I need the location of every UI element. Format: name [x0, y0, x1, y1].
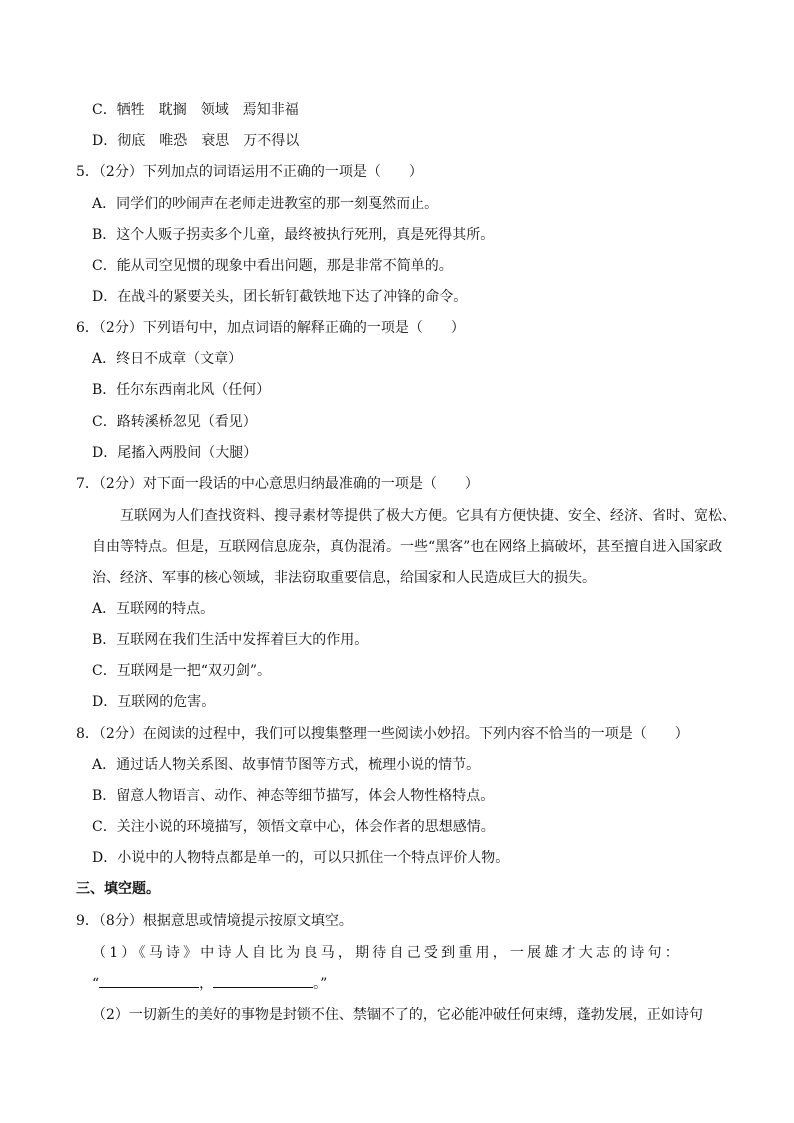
q7-passage-line-1: 互联网为人们查找资料、搜寻素材等提供了极大方便。它具有方便快捷、安全、经济、省时、宽松、: [120, 508, 736, 524]
q7-option-c: C．互联网是一把“双刃剑”。: [92, 663, 272, 679]
question-8: 8．（2分）在阅读的过程中，我们可以搜集整理一些阅读小妙招。下列内容不恰当的一项是（ ）: [76, 726, 689, 742]
answer-blank-2[interactable]: [213, 973, 313, 988]
q8-option-b: B．留意人物语言、动作、神态等细节描写，体会人物性格特点。: [92, 788, 495, 804]
q8-option-d: D．小说中的人物特点都是单一的，可以只抓住一个特点评价人物。: [92, 850, 510, 866]
q7-option-b: B．互联网在我们生活中发挥着巨大的作用。: [92, 632, 369, 648]
q6-option-a: A．终日不成章（文章）: [92, 351, 243, 367]
q5-option-b: B．这个人贩子拐卖多个儿童，最终被执行死刑，真是死得其所。: [92, 227, 495, 243]
q9-part-1-answer-line: [92, 973, 794, 993]
section-heading: 三、填空题。: [76, 881, 160, 897]
question-9: 9．（8分）根据意思或情境提示按原文填空。: [76, 913, 353, 929]
q9-part-1: （1）《马诗》中诗人自比为良马，期待自己受到重用，一展雄才大志的诗句：: [92, 945, 682, 961]
q7-passage-line-2: 自由等特点。但是，互联网信息庞杂，真伪混淆。一些“黑客”也在网络上搞破坏，甚至擅自进入国家政: [92, 539, 723, 555]
q4-option-d: D．彻底 唯恐 衰思 万不得以: [92, 133, 300, 149]
q8-option-c: C．关注小说的环境描写，领悟文章中心，体会作者的思想感情。: [92, 819, 495, 835]
question-5: 5．（2分）下列加点的词语运用不正确的一项是（ ）: [76, 164, 423, 180]
q6-option-c: C．路转溪桥忽见（看见）: [92, 414, 257, 430]
answer-blank-1[interactable]: [99, 973, 199, 988]
q5-option-a: A．同学们的吵闹声在老师走进教室的那一刻戛然而止。: [92, 196, 439, 212]
q4-option-c: C．牺牲 耽搁 领域 焉知非福: [92, 102, 299, 118]
q7-option-a: A．互联网的特点。: [92, 601, 215, 617]
q7-passage-line-3: 治、经济、军事的核心领域，非法窃取重要信息，给国家和人民造成巨大的损失。: [92, 570, 596, 586]
q6-option-d: D．尾搐入两股间（大腿）: [92, 445, 258, 461]
open-quote: “: [92, 976, 100, 992]
comma: ，: [199, 976, 214, 992]
q5-option-c: C．能从司空见惯的现象中看出问题，那是非常不简单的。: [92, 258, 453, 274]
question-7: 7．（2分）对下面一段话的中心意思归纳最准确的一项是（ ）: [76, 476, 479, 492]
q8-option-a: A．通过话人物关系图、故事情节图等方式，梳理小说的情节。: [92, 757, 481, 773]
q9-part-2: （2）一切新生的美好的事物是封锁不住、禁锢不了的，它必能冲破任何束缚，蓬勃发展，正如诗句: [92, 1007, 703, 1023]
q6-option-b: B．任尔东西南北风（任何）: [92, 382, 271, 398]
q7-option-d: D．互联网的危害。: [92, 694, 216, 710]
close-quote: 。”: [313, 976, 328, 992]
question-6: 6．（2分）下列语句中，加点词语的解释正确的一项是（ ）: [76, 320, 465, 336]
q5-option-d: D．在战斗的紧要关头，团长斩钉截铁地下达了冲锋的命令。: [92, 289, 468, 305]
